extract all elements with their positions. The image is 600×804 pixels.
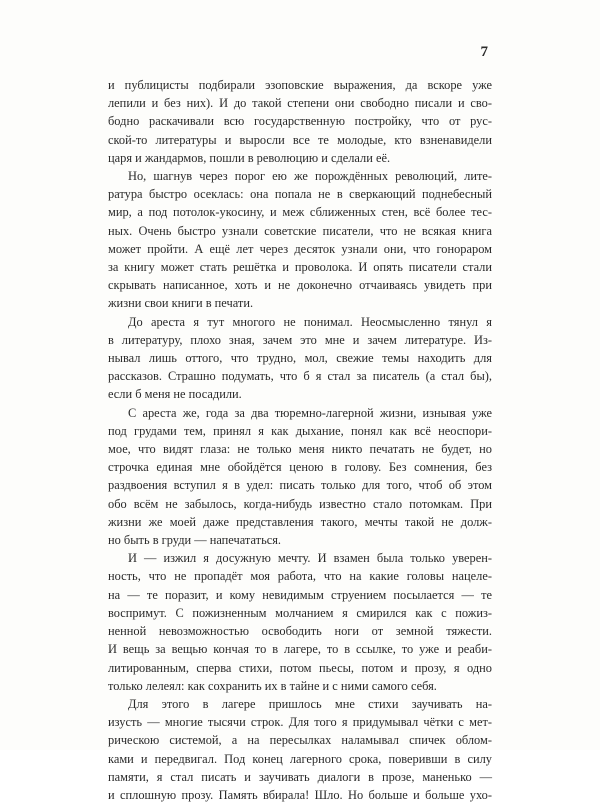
text-line: раздвоения вступил я в удел: писать только для того, чтоб об этом — [108, 478, 492, 493]
text-line: памяти, я стал писать и заучивать диалоги в прозе, маненько — — [108, 769, 492, 784]
text-line: И вещь за вещью кончая то в лагере, то в ссылке, то уже и реаби- — [108, 642, 492, 657]
paragraph-4 — [108, 404, 492, 550]
text-line: воспримут. С пожизненным молчанием я смирился как с пожиз- — [108, 605, 492, 620]
text-line: если б меня не посадили. — [108, 387, 242, 402]
text-line: и публицисты подбирали эзоповские выражения, да вскоре уже — [108, 78, 492, 92]
text-line: ратура быстро осеклась: она попала не в сверкающий поднебесный — [108, 187, 492, 202]
text-line: царя и жандармов, пошли в революцию и сделали её. — [108, 150, 391, 165]
text-line: скрывать написанное, хоть и не доконечно отчаиваясь увидеть при — [108, 278, 492, 293]
text-line: строчка единая мне обойдётся ценою в голову. Без сомнения, без — [108, 460, 492, 475]
paragraph-5 — [108, 549, 492, 695]
text-line: лепили и без них). И до такой степени они свободно писали и сво- — [108, 96, 492, 111]
text-line: ность, что не пропадёт моя работа, что на какие головы нацеле- — [108, 569, 492, 584]
text-line: бодно раскачивали всю государственную постройку, что от рус- — [108, 114, 492, 129]
text-line: нывал лишь оттого, что трудно, мол, свежие темы находить для — [108, 351, 492, 366]
text-line: только лелеял: как сохранить их в тайне и с ними самого себя. — [108, 678, 437, 693]
text-line: но быть в груди — напечататься. — [108, 533, 282, 548]
paragraph-1 — [108, 76, 492, 167]
text-line: на — те поразит, и кому невидимым струением посылается — те — [108, 587, 492, 602]
text-line: под грудами тем, принял я как дыхание, понял как всё неоспори- — [108, 423, 492, 438]
text-line: мое, что видят глаза: не только меня никто печатать не будет, но — [108, 442, 492, 457]
paragraph-2 — [108, 167, 492, 313]
text-line: ской-то литературы и выросли все те молодые, кто взненавидели — [108, 132, 492, 147]
text-line: в литературу, плохо зная, зачем это мне и зачем литературе. Из- — [108, 332, 492, 347]
text-line: изусть — многие тысячи строк. Для того я придумывал чётки с мет- — [108, 715, 492, 730]
text-line: И — изжил я досужную мечту. И взамен была только уверен- — [128, 551, 492, 566]
text-line: С ареста же, года за два тюремно-лагерной жизни, изнывая уже — [128, 405, 492, 420]
page-number: 7 — [480, 44, 488, 60]
text-line: Для этого в лагере пришлось мне стихи заучивать на- — [128, 696, 492, 711]
text-line: за книгу может стать решётка и проволока. И опять писатели стали — [108, 260, 492, 275]
text-line: жизни свои книги в печати. — [108, 296, 254, 311]
text-line: литированным, сперва стихи, потом пьесы, потом и прозу, я одно — [108, 660, 492, 675]
text-line: рическою системой, а на пересылках наламывал спичек облом- — [108, 733, 492, 748]
paragraph-6 — [108, 695, 492, 804]
text-line: ненной невозможностью освободить ноги от земной тяжести. — [108, 624, 492, 639]
paragraph-3 — [108, 313, 492, 404]
text-line: Но, шагнув через порог ею же порождённых революций, лите- — [128, 169, 492, 184]
text-line: мир, а под потолок-укосину, и меж сближенных стен, всё более тес- — [108, 205, 492, 220]
text-line: ных. Очень быстро узнали советские писатели, что не всякая книга — [108, 223, 492, 238]
text-line: ками и передвигал. Под конец лагерного срока, поверивши в силу — [108, 751, 492, 766]
text-line: До ареста я тут многого не понимал. Неосмысленно тянул я — [128, 314, 492, 329]
body-text — [108, 76, 492, 804]
text-line: жизни же моей даже представления такого, мечты такой не долж- — [108, 514, 492, 529]
text-line: рассказов. Страшно подумать, что б я стал за писатель (а стал бы), — [108, 369, 492, 384]
text-line: и сплошную прозу. Память вбирала! Шло. Но больше и больше ухо- — [108, 787, 492, 802]
text-line: обо всём не забылось, когда-нибудь известно стало потомкам. При — [108, 496, 492, 511]
text-line: может пройти. А ещё лет через десяток узнали они, что гонораром — [108, 241, 492, 256]
